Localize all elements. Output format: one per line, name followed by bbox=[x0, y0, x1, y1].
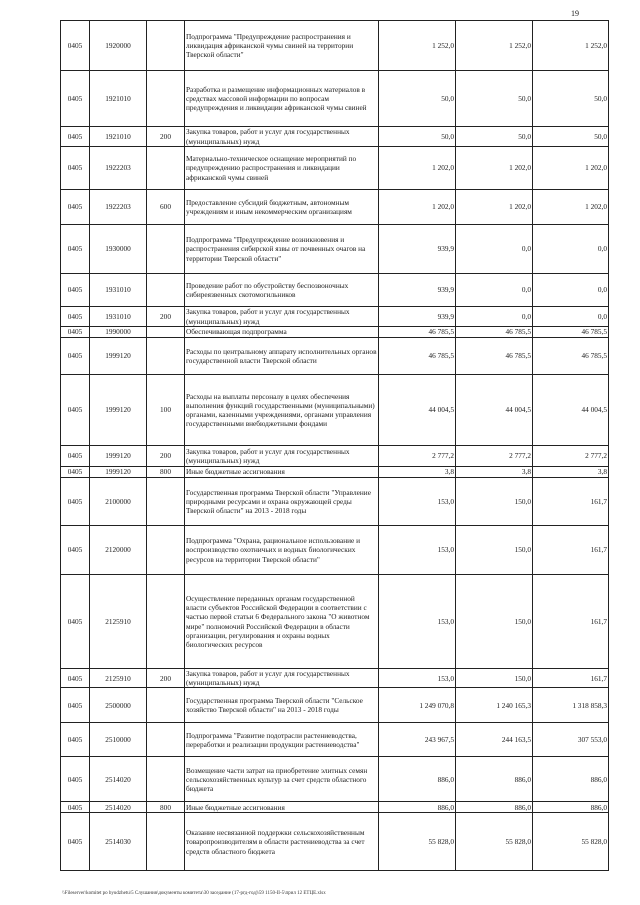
expense-type-cell bbox=[147, 757, 185, 802]
amount-year2-cell: 150,0 bbox=[456, 669, 533, 688]
item-name-cell: Подпрограмма "Охрана, рациональное использование и воспроизводство охотничьих и водных биологических ресурсов на территории Тверской области" bbox=[185, 526, 379, 575]
amount-year1-cell: 939,9 bbox=[379, 225, 456, 274]
expense-type-cell bbox=[147, 71, 185, 127]
section-cell: 0405 bbox=[61, 147, 90, 190]
expense-type-cell bbox=[147, 147, 185, 190]
target-code-cell: 2514020 bbox=[90, 757, 147, 802]
amount-year1-cell: 153,0 bbox=[379, 575, 456, 669]
amount-year3-cell: 1 318 858,3 bbox=[533, 688, 609, 723]
expense-type-cell bbox=[147, 575, 185, 669]
amount-year3-cell: 886,0 bbox=[533, 757, 609, 802]
item-name-cell: Расходы на выплаты персоналу в целях обеспечения выполнения функций государственными (муниципальными) органами, казенными учреждениями, органами управления государственными внебюджетными фондами bbox=[185, 375, 379, 446]
amount-year1-cell: 886,0 bbox=[379, 757, 456, 802]
amount-year2-cell: 1 202,0 bbox=[456, 190, 533, 225]
amount-year2-cell: 1 252,0 bbox=[456, 21, 533, 71]
amount-year1-cell: 46 785,5 bbox=[379, 338, 456, 375]
amount-year3-cell: 1 202,0 bbox=[533, 147, 609, 190]
table-row bbox=[61, 225, 609, 274]
expense-type-cell bbox=[147, 688, 185, 723]
expense-type-cell bbox=[147, 327, 185, 338]
target-code-cell: 1931010 bbox=[90, 307, 147, 327]
amount-year2-cell: 46 785,5 bbox=[456, 338, 533, 375]
item-name-cell: Обеспечивающая подпрограмма bbox=[185, 327, 379, 338]
amount-year2-cell: 50,0 bbox=[456, 71, 533, 127]
section-cell: 0405 bbox=[61, 478, 90, 526]
target-code-cell: 1999120 bbox=[90, 446, 147, 467]
amount-year2-cell: 886,0 bbox=[456, 802, 533, 813]
expense-type-cell bbox=[147, 274, 185, 307]
amount-year1-cell: 939,9 bbox=[379, 307, 456, 327]
section-cell: 0405 bbox=[61, 327, 90, 338]
amount-year2-cell: 44 004,5 bbox=[456, 375, 533, 446]
amount-year3-cell: 1 252,0 bbox=[533, 21, 609, 71]
target-code-cell: 2500000 bbox=[90, 688, 147, 723]
budget-table bbox=[60, 20, 609, 871]
amount-year2-cell: 1 240 165,3 bbox=[456, 688, 533, 723]
item-name-cell: Государственная программа Тверской области "Управление природными ресурсами и охрана окружающей среды Тверской области" на 2013 - 2018 годы bbox=[185, 478, 379, 526]
amount-year2-cell: 50,0 bbox=[456, 127, 533, 147]
amount-year1-cell: 243 967,5 bbox=[379, 723, 456, 757]
section-cell: 0405 bbox=[61, 467, 90, 478]
item-name-cell: Осуществление переданных органам государственной власти субъектов Российской Федерации в соответствии с частью первой статьи 6 Федерального закона "О животном мире" полномочий Российской Федерации в области организации, регулирования и охраны водных биологических ресурсов bbox=[185, 575, 379, 669]
table-row bbox=[61, 338, 609, 375]
table-row bbox=[61, 307, 609, 327]
section-cell: 0405 bbox=[61, 669, 90, 688]
target-code-cell: 1931010 bbox=[90, 274, 147, 307]
expense-type-cell: 200 bbox=[147, 127, 185, 147]
table-row bbox=[61, 71, 609, 127]
expense-type-cell bbox=[147, 478, 185, 526]
amount-year3-cell: 46 785,5 bbox=[533, 327, 609, 338]
section-cell: 0405 bbox=[61, 526, 90, 575]
item-name-cell: Подпрограмма "Предупреждение возникновения и распространения сибирской язвы от почвенных очагов на территории Тверской области" bbox=[185, 225, 379, 274]
amount-year1-cell: 55 828,0 bbox=[379, 813, 456, 871]
amount-year3-cell: 161,7 bbox=[533, 526, 609, 575]
section-cell: 0405 bbox=[61, 274, 90, 307]
amount-year1-cell: 939,9 bbox=[379, 274, 456, 307]
table-row bbox=[61, 669, 609, 688]
page-number: 19 bbox=[571, 9, 579, 18]
target-code-cell: 1990000 bbox=[90, 327, 147, 338]
amount-year2-cell: 150,0 bbox=[456, 478, 533, 526]
amount-year3-cell: 44 004,5 bbox=[533, 375, 609, 446]
target-code-cell: 2510000 bbox=[90, 723, 147, 757]
table-row bbox=[61, 274, 609, 307]
table-row bbox=[61, 688, 609, 723]
table-row bbox=[61, 190, 609, 225]
table-row bbox=[61, 723, 609, 757]
item-name-cell: Разработка и размещение информационных материалов в средствах массовой информации по вопросам предупреждения и ликвидации африканской чумы свиней bbox=[185, 71, 379, 127]
amount-year1-cell: 1 202,0 bbox=[379, 190, 456, 225]
table-row bbox=[61, 802, 609, 813]
table-row bbox=[61, 327, 609, 338]
amount-year2-cell: 1 202,0 bbox=[456, 147, 533, 190]
section-cell: 0405 bbox=[61, 723, 90, 757]
item-name-cell: Закупка товаров, работ и услуг для государственных (муниципальных) нужд bbox=[185, 669, 379, 688]
target-code-cell: 1921010 bbox=[90, 71, 147, 127]
amount-year2-cell: 0,0 bbox=[456, 274, 533, 307]
section-cell: 0405 bbox=[61, 575, 90, 669]
item-name-cell: Иные бюджетные ассигнования bbox=[185, 467, 379, 478]
amount-year3-cell: 3,8 bbox=[533, 467, 609, 478]
table-row bbox=[61, 478, 609, 526]
amount-year3-cell: 0,0 bbox=[533, 274, 609, 307]
target-code-cell: 2120000 bbox=[90, 526, 147, 575]
expense-type-cell bbox=[147, 338, 185, 375]
item-name-cell: Иные бюджетные ассигнования bbox=[185, 802, 379, 813]
target-code-cell: 1920000 bbox=[90, 21, 147, 71]
expense-type-cell: 200 bbox=[147, 307, 185, 327]
expense-type-cell bbox=[147, 813, 185, 871]
amount-year3-cell: 161,7 bbox=[533, 669, 609, 688]
target-code-cell: 1921010 bbox=[90, 127, 147, 147]
section-cell: 0405 bbox=[61, 757, 90, 802]
item-name-cell: Возмещение части затрат на приобретение элитных семян сельскохозяйственных культур за счет средств областного бюджета bbox=[185, 757, 379, 802]
amount-year2-cell: 0,0 bbox=[456, 225, 533, 274]
table-row bbox=[61, 526, 609, 575]
expense-type-cell: 800 bbox=[147, 467, 185, 478]
amount-year2-cell: 244 163,5 bbox=[456, 723, 533, 757]
item-name-cell: Закупка товаров, работ и услуг для государственных (муниципальных) нужд bbox=[185, 307, 379, 327]
amount-year1-cell: 153,0 bbox=[379, 478, 456, 526]
table-row bbox=[61, 757, 609, 802]
amount-year2-cell: 886,0 bbox=[456, 757, 533, 802]
amount-year2-cell: 55 828,0 bbox=[456, 813, 533, 871]
amount-year3-cell: 0,0 bbox=[533, 225, 609, 274]
expense-type-cell bbox=[147, 526, 185, 575]
amount-year3-cell: 0,0 bbox=[533, 307, 609, 327]
target-code-cell: 1922203 bbox=[90, 190, 147, 225]
section-cell: 0405 bbox=[61, 338, 90, 375]
amount-year2-cell: 2 777,2 bbox=[456, 446, 533, 467]
amount-year3-cell: 50,0 bbox=[533, 71, 609, 127]
amount-year3-cell: 50,0 bbox=[533, 127, 609, 147]
table-row bbox=[61, 375, 609, 446]
table-row bbox=[61, 813, 609, 871]
section-cell: 0405 bbox=[61, 190, 90, 225]
target-code-cell: 1922203 bbox=[90, 147, 147, 190]
target-code-cell: 2125910 bbox=[90, 575, 147, 669]
amount-year3-cell: 46 785,5 bbox=[533, 338, 609, 375]
amount-year2-cell: 150,0 bbox=[456, 575, 533, 669]
amount-year1-cell: 1 249 070,8 bbox=[379, 688, 456, 723]
amount-year3-cell: 161,7 bbox=[533, 575, 609, 669]
amount-year1-cell: 46 785,5 bbox=[379, 327, 456, 338]
section-cell: 0405 bbox=[61, 225, 90, 274]
table-body bbox=[61, 21, 609, 871]
item-name-cell: Предоставление субсидий бюджетным, автономным учреждениям и иным некоммерческим организациям bbox=[185, 190, 379, 225]
target-code-cell: 1999120 bbox=[90, 375, 147, 446]
amount-year1-cell: 50,0 bbox=[379, 127, 456, 147]
amount-year3-cell: 1 202,0 bbox=[533, 190, 609, 225]
table-row bbox=[61, 467, 609, 478]
amount-year2-cell: 150,0 bbox=[456, 526, 533, 575]
amount-year2-cell: 46 785,5 bbox=[456, 327, 533, 338]
section-cell: 0405 bbox=[61, 688, 90, 723]
amount-year3-cell: 886,0 bbox=[533, 802, 609, 813]
item-name-cell: Закупка товаров, работ и услуг для государственных (муниципальных) нужд bbox=[185, 127, 379, 147]
amount-year1-cell: 1 252,0 bbox=[379, 21, 456, 71]
target-code-cell: 2100000 bbox=[90, 478, 147, 526]
item-name-cell: Оказание несвязанной поддержки сельскохозяйственным товаропроизводителям в области растениеводства за счет средств областного бюджета bbox=[185, 813, 379, 871]
table-row bbox=[61, 446, 609, 467]
expense-type-cell: 200 bbox=[147, 669, 185, 688]
target-code-cell: 1999120 bbox=[90, 467, 147, 478]
section-cell: 0405 bbox=[61, 813, 90, 871]
amount-year3-cell: 2 777,2 bbox=[533, 446, 609, 467]
table-row bbox=[61, 575, 609, 669]
section-cell: 0405 bbox=[61, 802, 90, 813]
section-cell: 0405 bbox=[61, 71, 90, 127]
expense-type-cell: 200 bbox=[147, 446, 185, 467]
target-code-cell: 1930000 bbox=[90, 225, 147, 274]
target-code-cell: 2125910 bbox=[90, 669, 147, 688]
item-name-cell: Проведение работ по обустройству беспозвоночных сибиреязвенных скотомогильников bbox=[185, 274, 379, 307]
file-path-footer: \\Fileserver\komitet po byudzhetu\5 Слушания\документы комитета\30 заседание (17-ргд-год)\59 1150-II-5\прил 12 ЕТЦЕ.xlsx bbox=[62, 891, 326, 896]
section-cell: 0405 bbox=[61, 307, 90, 327]
amount-year1-cell: 3,8 bbox=[379, 467, 456, 478]
amount-year3-cell: 161,7 bbox=[533, 478, 609, 526]
table-row bbox=[61, 147, 609, 190]
table-row bbox=[61, 127, 609, 147]
expense-type-cell: 600 bbox=[147, 190, 185, 225]
item-name-cell: Подпрограмма "Предупреждение распространения и ликвидация африканской чумы свиней на территории Тверской области" bbox=[185, 21, 379, 71]
amount-year1-cell: 1 202,0 bbox=[379, 147, 456, 190]
section-cell: 0405 bbox=[61, 127, 90, 147]
item-name-cell: Закупка товаров, работ и услуг для государственных (муниципальных) нужд bbox=[185, 446, 379, 467]
expense-type-cell bbox=[147, 21, 185, 71]
expense-type-cell bbox=[147, 723, 185, 757]
amount-year2-cell: 0,0 bbox=[456, 307, 533, 327]
amount-year2-cell: 3,8 bbox=[456, 467, 533, 478]
section-cell: 0405 bbox=[61, 375, 90, 446]
amount-year3-cell: 307 553,0 bbox=[533, 723, 609, 757]
item-name-cell: Расходы по центральному аппарату исполнительных органов государственной власти Тверской области bbox=[185, 338, 379, 375]
amount-year1-cell: 2 777,2 bbox=[379, 446, 456, 467]
amount-year1-cell: 153,0 bbox=[379, 669, 456, 688]
expense-type-cell: 100 bbox=[147, 375, 185, 446]
amount-year1-cell: 886,0 bbox=[379, 802, 456, 813]
expense-type-cell bbox=[147, 225, 185, 274]
target-code-cell: 1999120 bbox=[90, 338, 147, 375]
item-name-cell: Материально-техническое оснащение мероприятий по предупреждению распространения и ликвидации африканской чумы свиней bbox=[185, 147, 379, 190]
amount-year1-cell: 50,0 bbox=[379, 71, 456, 127]
amount-year1-cell: 153,0 bbox=[379, 526, 456, 575]
amount-year1-cell: 44 004,5 bbox=[379, 375, 456, 446]
amount-year3-cell: 55 828,0 bbox=[533, 813, 609, 871]
target-code-cell: 2514030 bbox=[90, 813, 147, 871]
target-code-cell: 2514020 bbox=[90, 802, 147, 813]
section-cell: 0405 bbox=[61, 446, 90, 467]
item-name-cell: Государственная программа Тверской области "Сельское хозяйство Тверской области" на 2013 - 2018 годы bbox=[185, 688, 379, 723]
section-cell: 0405 bbox=[61, 21, 90, 71]
expense-type-cell: 800 bbox=[147, 802, 185, 813]
item-name-cell: Подпрограмма "Развитие подотрасли растениеводства, переработки и реализации продукции растениеводства" bbox=[185, 723, 379, 757]
table-row bbox=[61, 21, 609, 71]
